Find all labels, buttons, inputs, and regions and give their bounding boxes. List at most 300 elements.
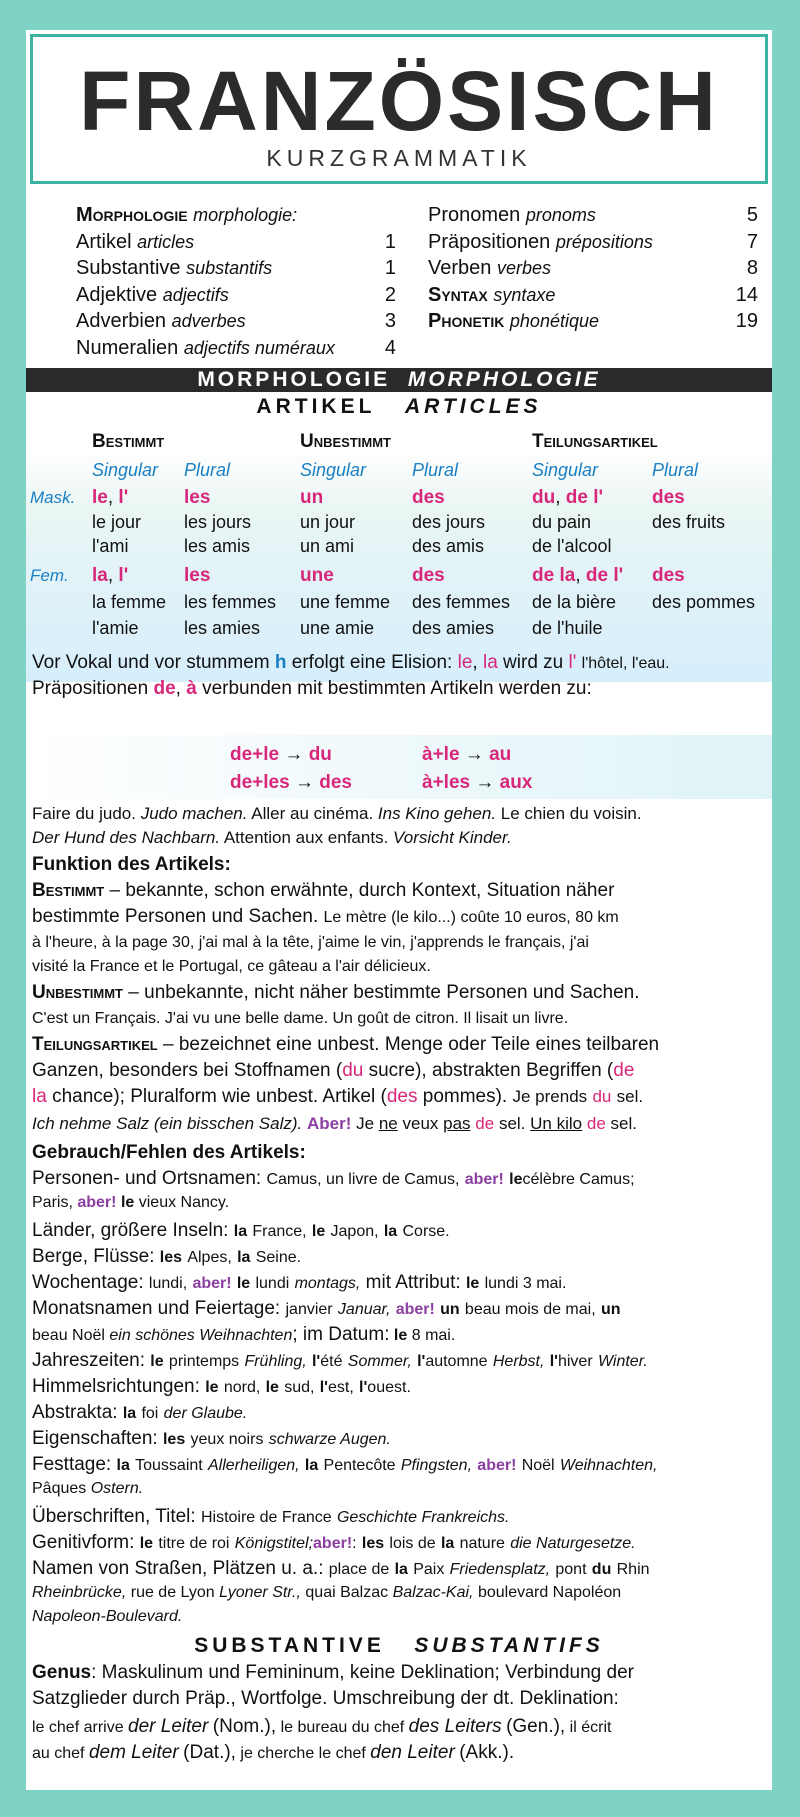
term: Genus [32, 1662, 92, 1683]
text: Toussaint [135, 1457, 203, 1474]
toc-fr: morphologie: [193, 205, 298, 225]
text: Un kilo [530, 1114, 583, 1133]
num-singular: Singular [532, 460, 599, 480]
text: Monatsnamen und Feiertage: [32, 1298, 281, 1319]
toc-de: Numeralien [76, 336, 179, 359]
text: le bureau du chef [280, 1719, 405, 1736]
example-cell: de l'alcool [532, 536, 612, 556]
contractions-box [26, 735, 772, 799]
toc-page: 1 [384, 257, 396, 279]
highlight: le [457, 652, 473, 673]
toc-row[interactable] [76, 308, 396, 335]
text: dem Leiter [88, 1742, 179, 1763]
toc-head: Morphologie [76, 204, 188, 226]
text: Der Hund des Nachbarn. [32, 828, 221, 847]
text: – bekannte, schon erwähnte, durch Kontext, Situation näher [109, 880, 615, 901]
text: Vorsicht Kinder. [393, 828, 512, 847]
text: de+les [230, 772, 290, 793]
text: l' [417, 1353, 426, 1370]
example-cell: l'ami [92, 536, 129, 556]
text: Noël [521, 1457, 555, 1474]
form-part-sg-fem: de la, de l' [532, 565, 624, 586]
text: Personen- und Ortsnamen: [32, 1168, 262, 1189]
text: du [591, 1561, 612, 1578]
text: le [205, 1379, 219, 1396]
text: boulevard Napoléon [477, 1584, 622, 1601]
text-line [32, 1506, 768, 1528]
form-ind-sg-mask: un [300, 487, 324, 508]
text: (Dat.), [183, 1742, 236, 1763]
toc-row[interactable] [76, 255, 396, 282]
text-line [32, 1428, 768, 1450]
text: Pâques [32, 1480, 87, 1497]
toc-page [372, 202, 396, 229]
text-line [32, 1454, 768, 1476]
term: Bestimmt [32, 880, 105, 901]
example-cell: des pommes [652, 592, 756, 612]
text: Genitivform: [32, 1532, 135, 1553]
highlight: de [586, 1114, 606, 1133]
text: le [311, 1223, 326, 1240]
example-cell: les amies [184, 618, 261, 638]
text: automne [425, 1353, 488, 1370]
text: des Leiters [408, 1716, 502, 1737]
text: au [489, 744, 512, 765]
text: Namen von Straßen, Plätzen u. a.: [32, 1558, 324, 1579]
text: Corse. [402, 1223, 450, 1240]
text: den Leiter [370, 1742, 455, 1763]
text: il écrit [569, 1719, 612, 1736]
example-cell: des amis [412, 536, 485, 556]
text: Aller au cinéma. [251, 804, 374, 823]
text: ; im Datum: [292, 1324, 390, 1345]
heading-gebrauch: Gebrauch/Fehlen des Artikels: [32, 1142, 306, 1163]
text: Je prends [512, 1087, 588, 1106]
section-title-de: MORPHOLOGIE [197, 368, 391, 391]
subheading-substantive [26, 1634, 772, 1658]
example-cell: des fruits [652, 512, 726, 532]
toc-fr: adjectifs numéraux [183, 337, 335, 358]
text: Winter. [597, 1353, 648, 1370]
form-part-pl-mask: des [652, 487, 685, 508]
text: de+le [230, 744, 280, 765]
aber-marker: aber! [477, 1457, 517, 1474]
example: l'hôtel, l'eau. [581, 655, 670, 672]
text-line [32, 1298, 768, 1320]
text: je cherche le chef [240, 1745, 366, 1762]
example-cell: des jours [412, 512, 486, 532]
text-line [32, 1114, 768, 1134]
text-line [32, 1060, 768, 1082]
example-cell: des amies [412, 618, 495, 638]
toc-de: Präpositionen [428, 230, 551, 253]
text: ne [378, 1114, 398, 1133]
text: montags, [294, 1275, 361, 1292]
subheading-fr: SUBSTANTIFS [414, 1634, 604, 1657]
toc-de: Verben [428, 257, 492, 279]
section-title-fr: MORPHOLOGIE [407, 368, 601, 391]
text: la [122, 1405, 137, 1422]
text: foi [141, 1405, 159, 1422]
text: Länder, größere Inseln: [32, 1220, 229, 1241]
text: Präpositionen [32, 678, 149, 699]
text: pont [555, 1561, 587, 1578]
text: Königstitel; [234, 1535, 314, 1552]
text: été [320, 1353, 343, 1370]
text: lundi [255, 1275, 290, 1292]
text: la [233, 1223, 248, 1240]
text: Seine. [255, 1249, 302, 1266]
toc-de: Substantive [76, 257, 181, 279]
col-head-bestimmt: Bestimmt [92, 431, 165, 452]
form-def-pl-mask: les [184, 487, 211, 508]
text: bestimmte Personen und Sachen. [32, 906, 319, 927]
text: des [319, 772, 352, 793]
toc-de: Artikel [76, 230, 132, 253]
text: Ich nehme Salz (ein bisschen Salz). [32, 1114, 303, 1133]
text: sel. [610, 1114, 637, 1133]
text-line: Satzglieder durch Präp., Wortfolge. Umschreibung der dt. Deklination: [32, 1688, 619, 1709]
text-line [32, 1584, 768, 1602]
text: titre de roi [158, 1535, 230, 1552]
text: place de [328, 1561, 390, 1578]
text-line [32, 1480, 768, 1498]
text-line [32, 1220, 768, 1242]
toc-de: Adjektive [76, 283, 158, 306]
form-text: de la [532, 565, 576, 586]
text: veux [402, 1114, 439, 1133]
text: la [394, 1561, 408, 1578]
form-part-pl-fem: des [652, 565, 685, 586]
toc-page: 8 [746, 257, 758, 279]
num-plural: Plural [412, 460, 459, 480]
text: Japon, [330, 1223, 379, 1240]
text-line [32, 1034, 768, 1056]
contraction: de+les → des [230, 772, 352, 793]
subheading-de: ARTIKEL [256, 395, 376, 418]
example-cell: le jour [92, 512, 142, 532]
text: la [383, 1223, 398, 1240]
text: sel. [616, 1087, 644, 1106]
text: schwarze Augen. [268, 1431, 391, 1448]
col-head-teilungsartikel: Teilungsartikel [532, 431, 658, 452]
gender-mask: Mask. [30, 488, 76, 507]
term: Teilungsartikel [32, 1034, 158, 1055]
highlight: à [186, 678, 197, 699]
example-cell: des femmes [412, 592, 511, 612]
preposition-rule [32, 678, 768, 700]
toc-row[interactable] [76, 282, 396, 309]
toc-left [76, 202, 396, 361]
toc-row[interactable] [428, 202, 758, 229]
text: , [175, 678, 181, 699]
example-cell: un ami [300, 536, 355, 556]
text: Weihnachten, [559, 1457, 658, 1474]
text: printemps [168, 1353, 240, 1370]
toc-page: 5 [746, 204, 758, 226]
text: erfolgt eine Elision: [291, 652, 453, 673]
elision-rule [32, 652, 768, 674]
text: le [509, 1171, 523, 1188]
toc-fr: verbes [496, 258, 551, 278]
example-line [32, 804, 768, 824]
text: les [361, 1535, 385, 1552]
text: pas [443, 1114, 471, 1133]
text: der Glaube. [163, 1405, 248, 1422]
toc-page: 7 [746, 230, 758, 253]
form-text: la [92, 565, 108, 586]
text: la [440, 1535, 455, 1552]
toc-fr: prépositions [555, 231, 653, 252]
text: lundi 3 mai. [484, 1275, 567, 1292]
text: les [162, 1431, 186, 1448]
text: à+les [422, 772, 471, 793]
text-line [32, 1662, 768, 1684]
highlight: de [153, 678, 176, 699]
text: (Gen.), [506, 1716, 566, 1737]
text-line: C'est un Français. J'ai vu une belle dame. Un goût de citron. Il lisait un livre. [32, 1010, 569, 1027]
text: nature [459, 1535, 505, 1552]
text: Pfingsten, [400, 1457, 473, 1474]
text: ouest. [367, 1379, 411, 1396]
text: l' [359, 1379, 368, 1396]
text: ein schönes Weihnachten [109, 1327, 293, 1344]
toc-page: 4 [384, 336, 396, 359]
gender-fem: Fem. [30, 566, 69, 585]
highlight: la [482, 652, 498, 673]
text: – unbekannte, nicht näher bestimmte Personen und Sachen. [128, 982, 640, 1003]
text: Festtage: [32, 1454, 112, 1475]
text: nord, [223, 1379, 261, 1396]
text: Herbst, [492, 1353, 545, 1370]
form-def-sg-fem: la, l' [92, 565, 129, 586]
text: sel. [498, 1114, 526, 1133]
text: la [304, 1457, 319, 1474]
example-cell: un jour [300, 512, 356, 532]
contraction: à+les → aux [422, 772, 533, 793]
text: der Leiter [128, 1716, 209, 1737]
text: vieux Nancy. [138, 1194, 230, 1211]
text: Le mètre (le kilo...) coûte 10 euros, 80 km [323, 909, 619, 926]
text: à+le [422, 744, 460, 765]
text: yeux noirs [190, 1431, 264, 1448]
toc-de: Pronomen [428, 204, 521, 226]
toc-fr: syntaxe [493, 284, 556, 305]
text: hiver [557, 1353, 593, 1370]
text: rue de Lyon [130, 1584, 215, 1601]
highlight: du [342, 1060, 364, 1081]
page-subtitle: KURZGRAMMATIK [266, 145, 532, 171]
page-card [26, 30, 772, 1790]
text: Napoleon-Boulevard. [32, 1608, 183, 1625]
form-text: de l' [585, 565, 624, 586]
text-line [32, 1742, 768, 1764]
text: Attention aux enfants. [223, 828, 389, 847]
text: mit Attribut: [365, 1272, 461, 1293]
form-text: l' [118, 565, 129, 586]
example-cell: de la bière [532, 592, 617, 612]
form-part-sg-mask: du, de l' [532, 487, 604, 508]
text: le chef arrive [32, 1719, 124, 1736]
contraction: de+le → du [230, 744, 332, 765]
toc-row[interactable] [428, 282, 758, 309]
num-plural: Plural [652, 460, 699, 480]
text: au chef [32, 1745, 85, 1762]
toc-page: 2 [384, 283, 396, 306]
toc-page: 1 [384, 230, 396, 253]
form-text: le [92, 487, 108, 508]
form-ind-pl-fem: des [412, 565, 445, 586]
text: Überschriften, Titel: [32, 1506, 196, 1527]
aber-marker: aber! [464, 1171, 504, 1188]
text: Je [356, 1114, 375, 1133]
text: , [472, 652, 478, 673]
text-line [32, 1246, 768, 1268]
text: (Nom.), [212, 1716, 277, 1737]
text: quai Balzac [305, 1584, 389, 1601]
text: wird zu [503, 652, 564, 673]
col-head-unbestimmt: Unbestimmt [300, 431, 391, 452]
toc-fr: articles [137, 231, 195, 252]
text: Pentecôte [323, 1457, 396, 1474]
example-cell: une femme [300, 592, 391, 612]
example-cell: les amis [184, 536, 251, 556]
text: le [465, 1275, 480, 1292]
num-singular: Singular [92, 460, 159, 480]
text: lundi, [148, 1275, 188, 1292]
text: Ins Kino gehen. [377, 804, 497, 823]
text: Jahreszeiten: [32, 1350, 146, 1371]
text: chance); Pluralform wie unbest. Artikel ( [52, 1086, 387, 1107]
text: célèbre Camus; [522, 1171, 635, 1188]
text: l' [549, 1353, 558, 1370]
aber-marker: aber! [77, 1194, 117, 1211]
text: un [440, 1301, 460, 1318]
text: verbunden mit bestimmten Artikeln werden zu: [202, 678, 592, 699]
text: – bezeichnet eine unbest. Menge oder Teile eines teilbaren [163, 1034, 660, 1055]
toc-row[interactable] [76, 229, 396, 256]
text: Ganzen, besonders bei Stoffnamen ( [32, 1060, 343, 1081]
text: die Naturgesetze. [510, 1535, 636, 1552]
form-ind-pl-mask: des [412, 487, 445, 508]
highlight: de [613, 1060, 635, 1081]
highlight: la [32, 1086, 47, 1107]
text: le [236, 1275, 251, 1292]
aber-marker: aber! [313, 1535, 353, 1552]
text: : Maskulinum und Femininum, keine Deklination; Verbindung der [91, 1662, 634, 1683]
text: Abstrakta: [32, 1402, 118, 1423]
subheading-artikel [26, 395, 772, 419]
highlight-h: h [274, 652, 287, 673]
aber-marker: Aber! [306, 1114, 352, 1133]
text-line [32, 906, 768, 928]
text: Eigenschaften: [32, 1428, 158, 1449]
text: Le chien du voisin. [500, 804, 642, 823]
title-box [30, 34, 768, 184]
form-text: de l' [565, 487, 604, 508]
text: Alpes, [187, 1249, 232, 1266]
text-line [32, 1532, 768, 1554]
text: la [237, 1249, 251, 1266]
text: est, [327, 1379, 354, 1396]
text: un [600, 1301, 621, 1318]
subheading-de: SUBSTANTIVE [194, 1634, 385, 1657]
toc-page: 14 [735, 283, 758, 306]
text: Januar, [337, 1301, 391, 1318]
text: 8 mai. [411, 1327, 456, 1344]
text: Paix [413, 1561, 445, 1578]
text-line [32, 1272, 768, 1294]
text: le [265, 1379, 279, 1396]
text: Berge, Flüsse: [32, 1246, 155, 1267]
example-cell: de l'huile [532, 618, 603, 638]
text: Histoire de France [200, 1509, 332, 1526]
text-line [32, 1558, 768, 1580]
example-cell: du pain [532, 512, 592, 532]
text: France, [252, 1223, 307, 1240]
text: Faire du judo. [32, 804, 136, 823]
text-line [32, 1608, 768, 1626]
contraction: à+le → au [422, 744, 512, 765]
form-text: du [532, 487, 556, 508]
form-ind-sg-fem: une [300, 565, 334, 586]
text: Frühling, [244, 1353, 307, 1370]
text: janvier [285, 1301, 333, 1318]
term: Unbestimmt [32, 982, 123, 1003]
aber-marker: aber! [395, 1301, 435, 1318]
section-bar-morphologie [26, 368, 772, 392]
highlight: l' [568, 652, 577, 673]
text: Lyoner Str., [219, 1584, 301, 1601]
text: Judo machen. [140, 804, 248, 823]
text-line [32, 982, 768, 1004]
heading-funktion: Funktion des Artikels: [32, 854, 231, 875]
toc-row[interactable] [428, 229, 758, 256]
text: Rheinbrücke, [32, 1584, 127, 1601]
text: Vor Vokal und vor stummem [32, 652, 270, 673]
text: beau Noël [32, 1327, 105, 1344]
text: beau mois de mai, [464, 1301, 596, 1318]
toc-row[interactable] [76, 335, 396, 362]
toc-page: 3 [384, 310, 396, 332]
text: Himmelsrichtungen: [32, 1376, 200, 1397]
text: lois de [389, 1535, 436, 1552]
toc-fr: substantifs [186, 258, 273, 278]
example-cell: l'amie [92, 618, 139, 638]
toc-row[interactable] [76, 202, 396, 229]
text-line [32, 1324, 768, 1346]
example-cell: les jours [184, 512, 252, 532]
text: le [139, 1535, 154, 1552]
text: Ostern. [90, 1480, 144, 1497]
text: le [393, 1327, 408, 1344]
text-line [32, 1716, 768, 1738]
toc-row[interactable] [428, 255, 758, 282]
toc-row[interactable] [428, 308, 758, 335]
text: Allerheiligen, [208, 1457, 300, 1474]
text-line [32, 1402, 768, 1424]
toc-head: Syntax [428, 283, 488, 306]
text-line [32, 1086, 768, 1108]
aber-marker: aber! [192, 1275, 232, 1292]
page-title: FRANZÖSISCH [79, 54, 719, 148]
example-line [32, 828, 768, 848]
text: le [150, 1353, 164, 1370]
highlight: des [386, 1086, 418, 1107]
text: Paris, [32, 1194, 73, 1211]
text: Wochentage: [32, 1272, 144, 1293]
toc-fr: pronoms [525, 205, 596, 225]
